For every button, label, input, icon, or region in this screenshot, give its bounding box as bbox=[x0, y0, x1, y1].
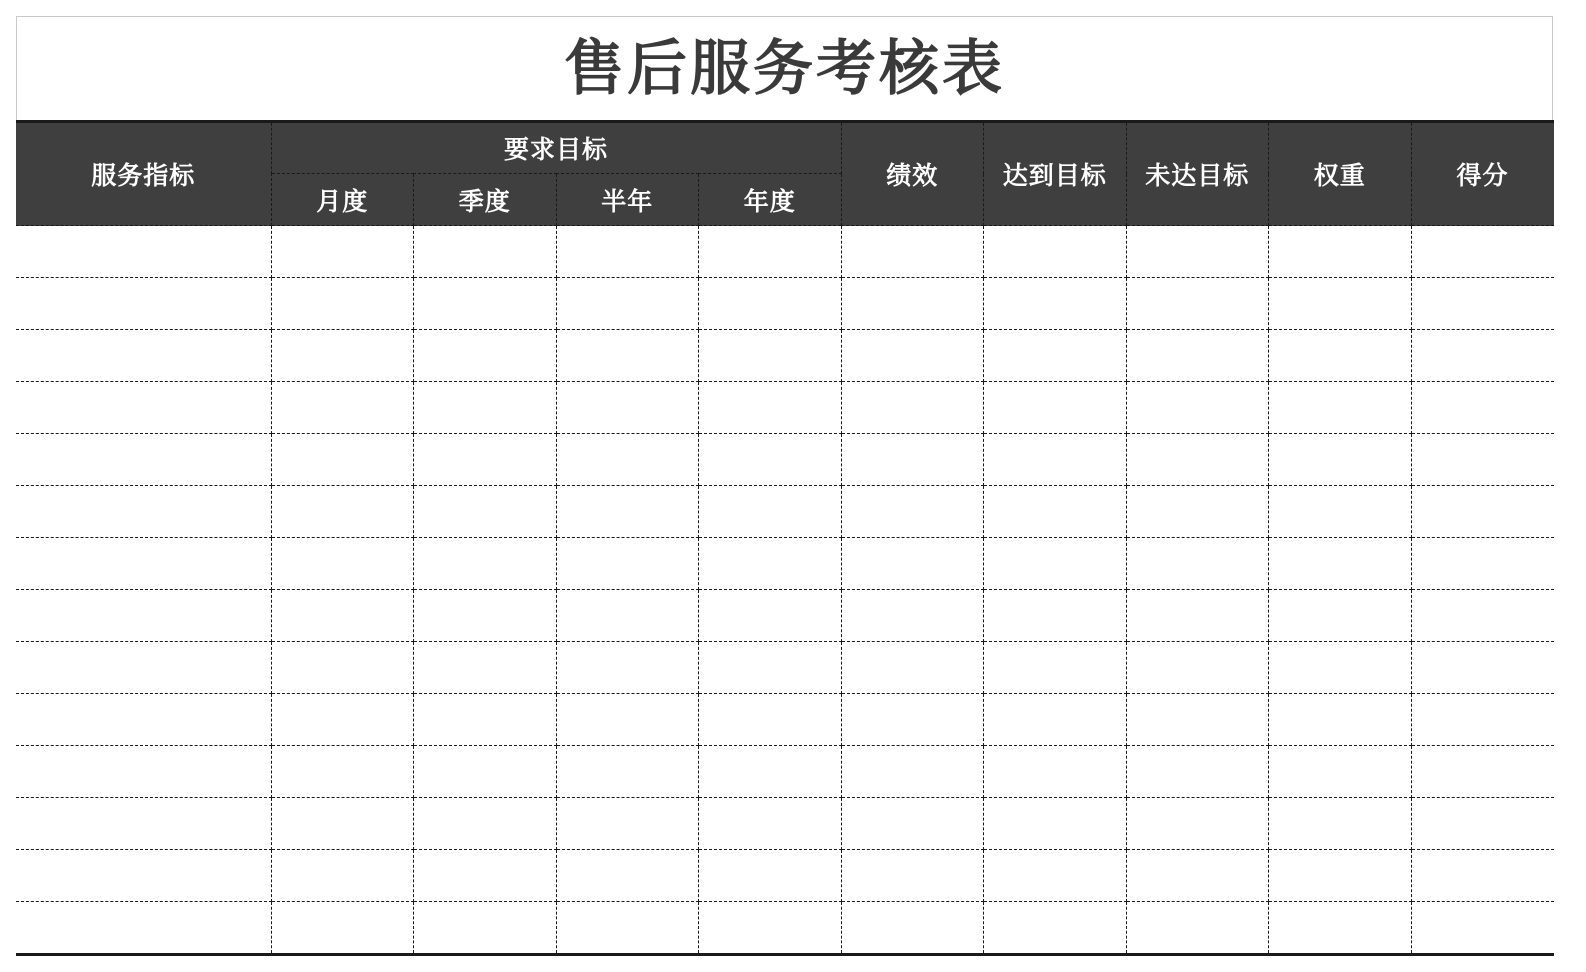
cell-service-indicator[interactable] bbox=[16, 746, 271, 798]
cell-score[interactable] bbox=[1411, 590, 1554, 642]
header-monthly: 月度 bbox=[271, 174, 414, 226]
cell-half-year[interactable] bbox=[556, 486, 699, 538]
cell-reached[interactable] bbox=[984, 694, 1127, 746]
cell-yearly[interactable] bbox=[699, 538, 842, 590]
cell-quarterly[interactable] bbox=[414, 278, 557, 330]
cell-monthly[interactable] bbox=[271, 798, 414, 850]
cell-monthly[interactable] bbox=[271, 902, 414, 955]
cell-yearly[interactable] bbox=[699, 902, 842, 955]
cell-performance[interactable] bbox=[841, 538, 984, 590]
cell-reached[interactable] bbox=[984, 226, 1127, 278]
cell-score[interactable] bbox=[1411, 798, 1554, 850]
header-performance: 绩效 bbox=[841, 122, 984, 226]
cell-service-indicator[interactable] bbox=[16, 850, 271, 902]
cell-monthly[interactable] bbox=[271, 694, 414, 746]
cell-not-reached[interactable] bbox=[1126, 330, 1269, 382]
cell-service-indicator[interactable] bbox=[16, 226, 271, 278]
cell-yearly[interactable] bbox=[699, 798, 842, 850]
cell-weight[interactable] bbox=[1269, 486, 1412, 538]
cell-reached[interactable] bbox=[984, 330, 1127, 382]
cell-performance[interactable] bbox=[841, 434, 984, 486]
cell-reached[interactable] bbox=[984, 538, 1127, 590]
cell-not-reached[interactable] bbox=[1126, 590, 1269, 642]
header-quarterly: 季度 bbox=[414, 174, 557, 226]
cell-service-indicator[interactable] bbox=[16, 694, 271, 746]
cell-performance[interactable] bbox=[841, 850, 984, 902]
cell-yearly[interactable] bbox=[699, 278, 842, 330]
cell-quarterly[interactable] bbox=[414, 850, 557, 902]
cell-weight[interactable] bbox=[1269, 434, 1412, 486]
cell-quarterly[interactable] bbox=[414, 330, 557, 382]
header-not-reached: 未达目标 bbox=[1126, 122, 1269, 226]
cell-quarterly[interactable] bbox=[414, 226, 557, 278]
cell-monthly[interactable] bbox=[271, 330, 414, 382]
cell-not-reached[interactable] bbox=[1126, 434, 1269, 486]
cell-not-reached[interactable] bbox=[1126, 746, 1269, 798]
cell-service-indicator[interactable] bbox=[16, 486, 271, 538]
cell-score[interactable] bbox=[1411, 330, 1554, 382]
cell-quarterly[interactable] bbox=[414, 486, 557, 538]
cell-service-indicator[interactable] bbox=[16, 330, 271, 382]
cell-half-year[interactable] bbox=[556, 590, 699, 642]
cell-performance[interactable] bbox=[841, 746, 984, 798]
cell-reached[interactable] bbox=[984, 434, 1127, 486]
cell-service-indicator[interactable] bbox=[16, 434, 271, 486]
cell-yearly[interactable] bbox=[699, 434, 842, 486]
cell-yearly[interactable] bbox=[699, 590, 842, 642]
table-header bbox=[16, 122, 1554, 226]
cell-yearly[interactable] bbox=[699, 486, 842, 538]
cell-service-indicator[interactable] bbox=[16, 278, 271, 330]
cell-yearly[interactable] bbox=[699, 330, 842, 382]
header-yearly: 年度 bbox=[699, 174, 842, 226]
cell-monthly[interactable] bbox=[271, 538, 414, 590]
table-row bbox=[16, 486, 1554, 538]
table-row bbox=[16, 798, 1554, 850]
cell-monthly[interactable] bbox=[271, 590, 414, 642]
cell-half-year[interactable] bbox=[556, 902, 699, 955]
cell-quarterly[interactable] bbox=[414, 642, 557, 694]
cell-weight[interactable] bbox=[1269, 330, 1412, 382]
cell-monthly[interactable] bbox=[271, 382, 414, 434]
assessment-sheet bbox=[16, 16, 1553, 946]
cell-score[interactable] bbox=[1411, 382, 1554, 434]
cell-performance[interactable] bbox=[841, 590, 984, 642]
table-row bbox=[16, 642, 1554, 694]
table-row bbox=[16, 538, 1554, 590]
cell-monthly[interactable] bbox=[271, 850, 414, 902]
cell-half-year[interactable] bbox=[556, 434, 699, 486]
header-weight: 权重 bbox=[1269, 122, 1412, 226]
cell-yearly[interactable] bbox=[699, 694, 842, 746]
cell-performance[interactable] bbox=[841, 330, 984, 382]
cell-quarterly[interactable] bbox=[414, 538, 557, 590]
cell-not-reached[interactable] bbox=[1126, 642, 1269, 694]
cell-quarterly[interactable] bbox=[414, 902, 557, 955]
table-row bbox=[16, 434, 1554, 486]
cell-score[interactable] bbox=[1411, 538, 1554, 590]
cell-weight[interactable] bbox=[1269, 590, 1412, 642]
cell-not-reached[interactable] bbox=[1126, 226, 1269, 278]
assessment-table bbox=[16, 120, 1554, 956]
cell-weight[interactable] bbox=[1269, 226, 1412, 278]
cell-monthly[interactable] bbox=[271, 746, 414, 798]
table-row bbox=[16, 330, 1554, 382]
cell-half-year[interactable] bbox=[556, 382, 699, 434]
cell-performance[interactable] bbox=[841, 642, 984, 694]
cell-reached[interactable] bbox=[984, 746, 1127, 798]
cell-monthly[interactable] bbox=[271, 642, 414, 694]
cell-performance[interactable] bbox=[841, 278, 984, 330]
cell-reached[interactable] bbox=[984, 902, 1127, 955]
cell-score[interactable] bbox=[1411, 434, 1554, 486]
table-row bbox=[16, 382, 1554, 434]
cell-reached[interactable] bbox=[984, 486, 1127, 538]
cell-weight[interactable] bbox=[1269, 278, 1412, 330]
table-row bbox=[16, 850, 1554, 902]
table-row bbox=[16, 278, 1554, 330]
header-half-year: 半年 bbox=[556, 174, 699, 226]
cell-monthly[interactable] bbox=[271, 486, 414, 538]
cell-quarterly[interactable] bbox=[414, 382, 557, 434]
table-row bbox=[16, 694, 1554, 746]
cell-weight[interactable] bbox=[1269, 694, 1412, 746]
cell-not-reached[interactable] bbox=[1126, 486, 1269, 538]
cell-service-indicator[interactable] bbox=[16, 590, 271, 642]
header-score: 得分 bbox=[1411, 122, 1554, 226]
header-reached: 达到目标 bbox=[984, 122, 1127, 226]
cell-service-indicator[interactable] bbox=[16, 642, 271, 694]
cell-not-reached[interactable] bbox=[1126, 694, 1269, 746]
cell-reached[interactable] bbox=[984, 590, 1127, 642]
cell-service-indicator[interactable] bbox=[16, 902, 271, 955]
cell-half-year[interactable] bbox=[556, 746, 699, 798]
cell-weight[interactable] bbox=[1269, 642, 1412, 694]
page-title: 售后服务考核表 bbox=[564, 33, 1005, 104]
cell-performance[interactable] bbox=[841, 694, 984, 746]
cell-reached[interactable] bbox=[984, 798, 1127, 850]
cell-performance[interactable] bbox=[841, 226, 984, 278]
cell-half-year[interactable] bbox=[556, 330, 699, 382]
cell-quarterly[interactable] bbox=[414, 798, 557, 850]
cell-not-reached[interactable] bbox=[1126, 278, 1269, 330]
cell-not-reached[interactable] bbox=[1126, 538, 1269, 590]
cell-score[interactable] bbox=[1411, 642, 1554, 694]
cell-weight[interactable] bbox=[1269, 746, 1412, 798]
cell-not-reached[interactable] bbox=[1126, 382, 1269, 434]
table-row bbox=[16, 902, 1554, 955]
cell-half-year[interactable] bbox=[556, 538, 699, 590]
cell-yearly[interactable] bbox=[699, 226, 842, 278]
table-row bbox=[16, 746, 1554, 798]
cell-yearly[interactable] bbox=[699, 642, 842, 694]
cell-half-year[interactable] bbox=[556, 278, 699, 330]
title-row bbox=[16, 16, 1553, 120]
cell-yearly[interactable] bbox=[699, 850, 842, 902]
cell-half-year[interactable] bbox=[556, 226, 699, 278]
header-service-indicator: 服务指标 bbox=[16, 122, 271, 226]
cell-quarterly[interactable] bbox=[414, 590, 557, 642]
cell-score[interactable] bbox=[1411, 746, 1554, 798]
header-target-group: 要求目标 bbox=[271, 122, 841, 174]
cell-score[interactable] bbox=[1411, 850, 1554, 902]
cell-yearly[interactable] bbox=[699, 746, 842, 798]
cell-service-indicator[interactable] bbox=[16, 382, 271, 434]
cell-half-year[interactable] bbox=[556, 642, 699, 694]
cell-weight[interactable] bbox=[1269, 850, 1412, 902]
cell-monthly[interactable] bbox=[271, 434, 414, 486]
cell-performance[interactable] bbox=[841, 382, 984, 434]
table-body bbox=[16, 226, 1554, 955]
cell-weight[interactable] bbox=[1269, 798, 1412, 850]
cell-weight[interactable] bbox=[1269, 382, 1412, 434]
cell-monthly[interactable] bbox=[271, 278, 414, 330]
cell-half-year[interactable] bbox=[556, 798, 699, 850]
cell-performance[interactable] bbox=[841, 902, 984, 955]
cell-score[interactable] bbox=[1411, 226, 1554, 278]
cell-score[interactable] bbox=[1411, 486, 1554, 538]
cell-score[interactable] bbox=[1411, 694, 1554, 746]
cell-reached[interactable] bbox=[984, 850, 1127, 902]
cell-performance[interactable] bbox=[841, 486, 984, 538]
cell-quarterly[interactable] bbox=[414, 434, 557, 486]
cell-reached[interactable] bbox=[984, 278, 1127, 330]
cell-score[interactable] bbox=[1411, 902, 1554, 955]
cell-reached[interactable] bbox=[984, 642, 1127, 694]
cell-not-reached[interactable] bbox=[1126, 850, 1269, 902]
table-row bbox=[16, 590, 1554, 642]
cell-weight[interactable] bbox=[1269, 538, 1412, 590]
cell-half-year[interactable] bbox=[556, 694, 699, 746]
cell-service-indicator[interactable] bbox=[16, 538, 271, 590]
cell-not-reached[interactable] bbox=[1126, 798, 1269, 850]
cell-quarterly[interactable] bbox=[414, 746, 557, 798]
cell-service-indicator[interactable] bbox=[16, 798, 271, 850]
cell-performance[interactable] bbox=[841, 798, 984, 850]
cell-not-reached[interactable] bbox=[1126, 902, 1269, 955]
cell-score[interactable] bbox=[1411, 278, 1554, 330]
cell-quarterly[interactable] bbox=[414, 694, 557, 746]
cell-monthly[interactable] bbox=[271, 226, 414, 278]
cell-yearly[interactable] bbox=[699, 382, 842, 434]
cell-reached[interactable] bbox=[984, 382, 1127, 434]
cell-half-year[interactable] bbox=[556, 850, 699, 902]
table-row bbox=[16, 226, 1554, 278]
cell-weight[interactable] bbox=[1269, 902, 1412, 955]
